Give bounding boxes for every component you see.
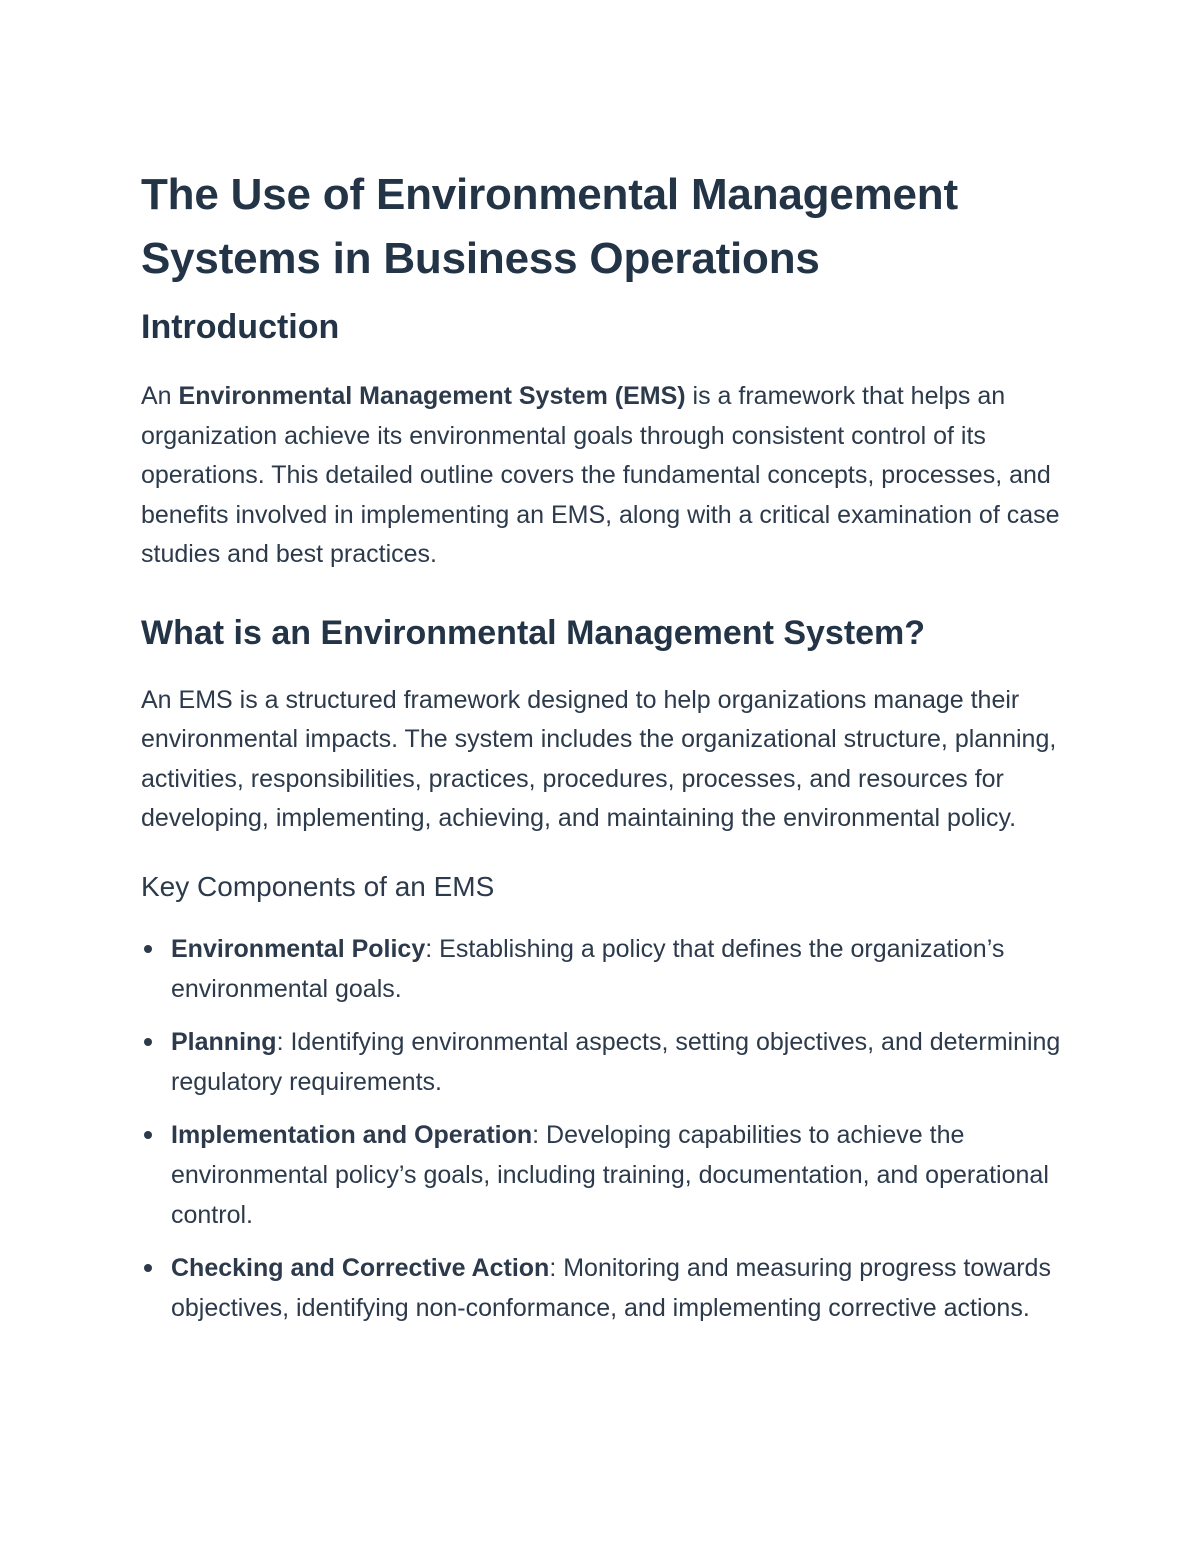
list-item-desc: : Monitoring and measuring progress towards objectives, identifying non-conformance, and implementing corrective actions. — [171, 1253, 1051, 1322]
list-item — [141, 1248, 1061, 1328]
bullet-icon — [144, 1264, 152, 1272]
list-item-desc: : Establishing a policy that defines the organization’s environmental goals. — [171, 934, 1005, 1003]
ems-term: Environmental Management System (EMS) — [178, 382, 686, 410]
list-item-term: Environmental Policy — [171, 934, 426, 963]
bullet-icon — [144, 945, 152, 953]
what-is-ems-paragraph: An EMS is a structured framework designed to help organizations manage their environmental impacts. The system includes the organizational structure, planning, activities, responsibilities, practices, procedures, processes, and resources for developing, implementing, achieving, and maintaining the environmental policy. — [141, 685, 1057, 832]
list-item-term: Checking and Corrective Action — [171, 1253, 550, 1282]
list-item-desc: : Identifying environmental aspects, setting objectives, and determining regulatory requirements. — [171, 1027, 1061, 1096]
document-page — [141, 163, 1061, 1341]
what-is-ems-heading: What is an Environmental Management System? — [141, 613, 926, 652]
bullet-icon — [144, 1038, 152, 1046]
list-item — [141, 929, 1061, 1009]
list-item — [141, 1022, 1061, 1102]
introduction-prefix: An — [141, 382, 179, 410]
bullet-icon — [144, 1131, 152, 1139]
key-components-heading: Key Components of an EMS — [141, 870, 495, 902]
key-components-list — [141, 929, 1061, 1328]
introduction-body: is a framework that helps an organization achieve its environmental goals through consistent control of its operations. This detailed outline covers the fundamental concepts, processes, and benefits involved in implementing an EMS, along with a critical examination of case studies and best practices. — [141, 382, 1060, 568]
list-item — [141, 1115, 1061, 1235]
introduction-paragraph — [141, 377, 1061, 575]
introduction-heading: Introduction — [141, 308, 340, 346]
list-item-desc: : Developing capabilities to achieve the environmental policy’s goals, including training, documentation, and operational control. — [171, 1120, 1049, 1229]
list-item-term: Implementation and Operation — [171, 1120, 533, 1149]
list-item-term: Planning — [171, 1027, 277, 1056]
document-title: The Use of Environmental Management Systems in Business Operations — [141, 170, 958, 283]
